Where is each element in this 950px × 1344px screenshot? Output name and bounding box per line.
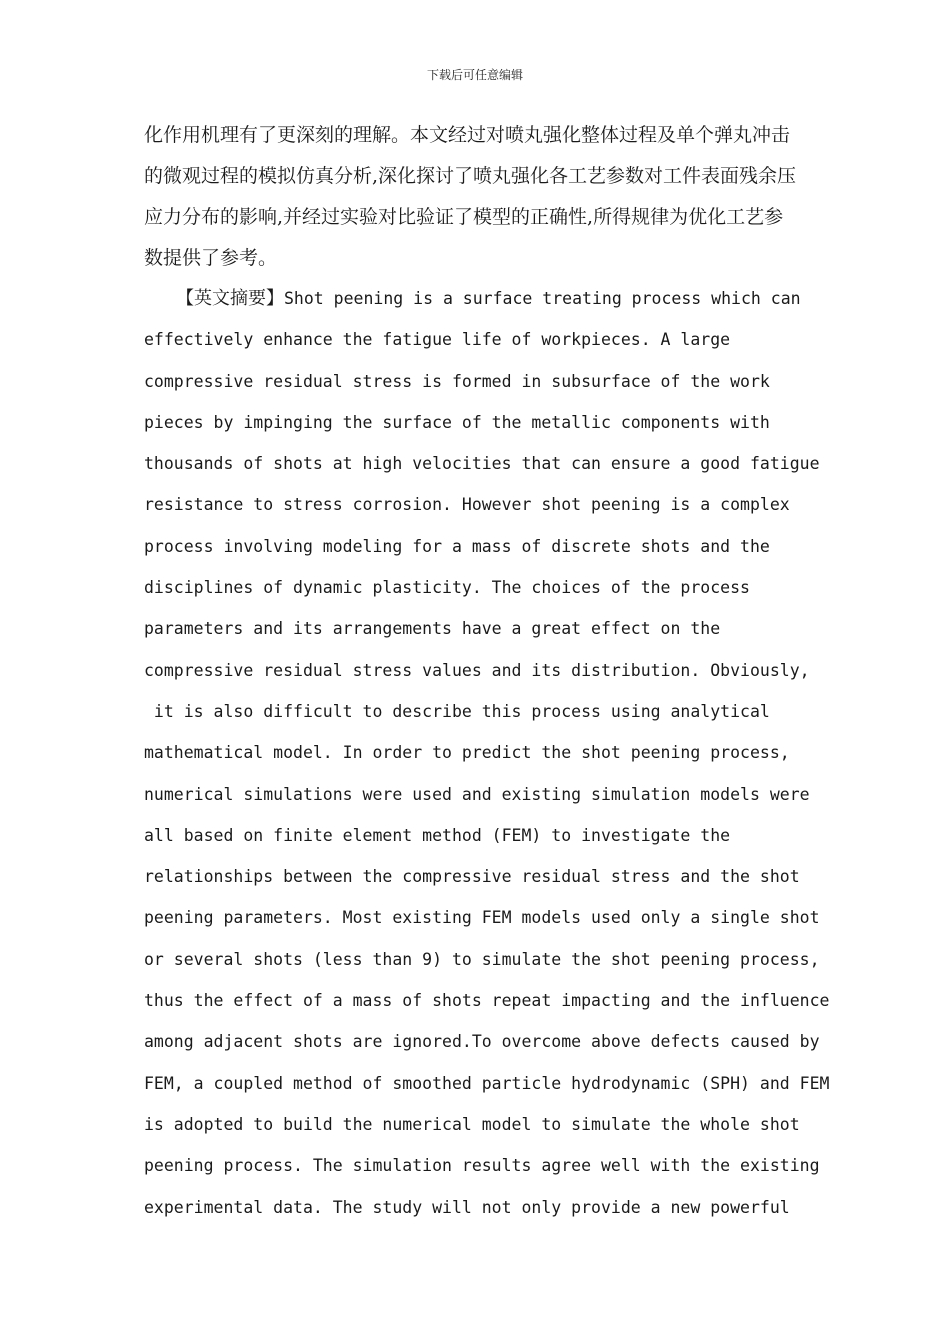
text-line: 数提供了参考。 [144, 247, 278, 269]
english-abstract [144, 278, 830, 1228]
text-line: process involving modeling for a mass of discrete shots and the [144, 536, 770, 556]
text-line: FEM, a coupled method of smoothed particle hydrodynamic (SPH) and FEM [144, 1073, 830, 1093]
text-line: is adopted to build the numerical model to simulate the whole shot [144, 1114, 800, 1134]
page-header: 下载后可任意编辑 [426, 68, 523, 82]
text-line: relationships between the compressive residual stress and the shot [144, 867, 800, 887]
text-line: 的微观过程的模拟仿真分析,深化探讨了喷丸强化各工艺参数对工件表面残余压 [144, 165, 797, 187]
text-line: disciplines of dynamic plasticity. The choices of the process [144, 578, 750, 598]
abstract-first-line-text: Shot peening is a surface treating process which can [284, 289, 801, 308]
text-line: all based on finite element method (FEM) to investigate the [144, 825, 731, 845]
text-line: compressive residual stress is formed in subsurface of the work [144, 371, 770, 391]
text-line: thousands of shots at high velocities that can ensure a good fatigue [144, 454, 820, 474]
text-line: or several shots (less than 9) to simulate the shot peening process, [144, 949, 820, 969]
text-line: mathematical model. In order to predict the shot peening process, [144, 743, 790, 763]
text-line: numerical simulations were used and existing simulation models were [144, 784, 810, 804]
text-line: among adjacent shots are ignored.To overcome above defects caused by [144, 1032, 820, 1052]
text-line: 化作用机理有了更深刻的理解。本文经过对喷丸强化整体过程及单个弹丸冲击 [144, 124, 791, 146]
text-line: pieces by impinging the surface of the metallic components with [144, 412, 770, 432]
abstract-first-line [144, 278, 824, 319]
text-line: 应力分布的影响,并经过实验对比验证了模型的正确性,所得规律为优化工艺参 [144, 206, 784, 228]
text-line: thus the effect of a mass of shots repeat impacting and the influence [144, 991, 830, 1011]
text-line: experimental data. The study will not only provide a new powerful [144, 1197, 790, 1217]
chinese-paragraph [144, 115, 814, 279]
text-line: it is also difficult to describe this process using analytical [144, 701, 770, 721]
text-line: resistance to stress corrosion. However shot peening is a complex [144, 495, 790, 515]
text-line: effectively enhance the fatigue life of workpieces. A large [144, 330, 731, 350]
text-line: peening process. The simulation results agree well with the existing [144, 1156, 820, 1176]
text-line: peening parameters. Most existing FEM models used only a single shot [144, 908, 820, 928]
text-line: parameters and its arrangements have a great effect on the [144, 619, 721, 639]
text-line: compressive residual stress values and its distribution. Obviously, [144, 660, 810, 680]
abstract-label: 【英文摘要】 [176, 288, 284, 309]
